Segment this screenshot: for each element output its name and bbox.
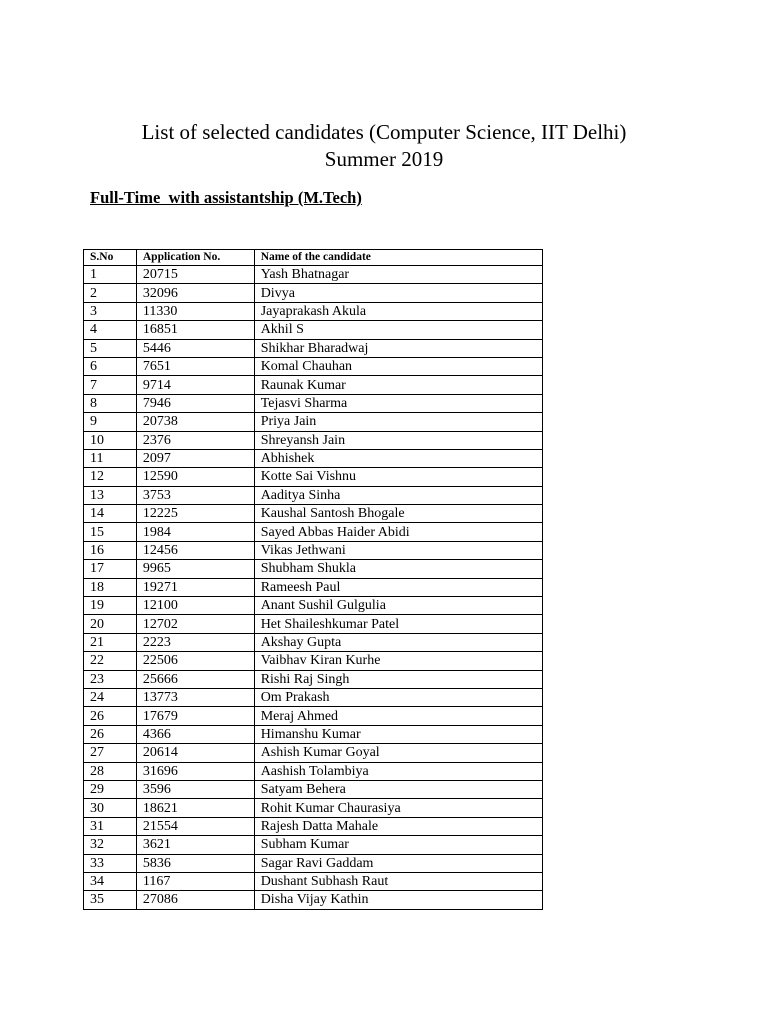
cell-application-no: 9714 <box>136 376 254 394</box>
cell-candidate-name: Meraj Ahmed <box>254 707 542 725</box>
cell-sno: 16 <box>84 541 137 559</box>
table-row <box>84 376 543 394</box>
cell-sno: 22 <box>84 652 137 670</box>
cell-candidate-name: Om Prakash <box>254 688 542 706</box>
cell-application-no: 20614 <box>136 744 254 762</box>
cell-application-no: 3753 <box>136 486 254 504</box>
cell-application-no: 5836 <box>136 854 254 872</box>
table-row <box>84 413 543 431</box>
table-row <box>84 468 543 486</box>
cell-candidate-name: Aaditya Sinha <box>254 486 542 504</box>
cell-sno: 3 <box>84 302 137 320</box>
cell-candidate-name: Dushant Subhash Raut <box>254 872 542 890</box>
table-row <box>84 652 543 670</box>
cell-application-no: 12225 <box>136 505 254 523</box>
cell-candidate-name: Abhishek <box>254 449 542 467</box>
cell-candidate-name: Anant Sushil Gulgulia <box>254 597 542 615</box>
table-row <box>84 339 543 357</box>
cell-sno: 26 <box>84 725 137 743</box>
cell-application-no: 16851 <box>136 321 254 339</box>
cell-candidate-name: Kotte Sai Vishnu <box>254 468 542 486</box>
cell-candidate-name: Tejasvi Sharma <box>254 394 542 412</box>
title-line-1: List of selected candidates (Computer Science, IIT Delhi) <box>141 120 627 144</box>
cell-sno: 33 <box>84 854 137 872</box>
table-row <box>84 725 543 743</box>
table-row <box>84 615 543 633</box>
header-sno: S.No <box>84 250 137 266</box>
cell-candidate-name: Rajesh Datta Mahale <box>254 817 542 835</box>
cell-sno: 35 <box>84 891 137 909</box>
cell-sno: 20 <box>84 615 137 633</box>
table-row <box>84 836 543 854</box>
table-row <box>84 744 543 762</box>
cell-application-no: 19271 <box>136 578 254 596</box>
table-row <box>84 266 543 284</box>
cell-application-no: 12456 <box>136 541 254 559</box>
cell-candidate-name: Himanshu Kumar <box>254 725 542 743</box>
cell-candidate-name: Satyam Behera <box>254 780 542 798</box>
cell-sno: 32 <box>84 836 137 854</box>
cell-application-no: 12590 <box>136 468 254 486</box>
table-row <box>84 872 543 890</box>
cell-sno: 29 <box>84 780 137 798</box>
cell-candidate-name: Divya <box>254 284 542 302</box>
cell-sno: 7 <box>84 376 137 394</box>
table-row <box>84 321 543 339</box>
cell-candidate-name: Rameesh Paul <box>254 578 542 596</box>
cell-application-no: 1167 <box>136 872 254 890</box>
table-row <box>84 541 543 559</box>
table-row <box>84 688 543 706</box>
document-title <box>0 119 768 173</box>
cell-sno: 10 <box>84 431 137 449</box>
cell-sno: 24 <box>84 688 137 706</box>
cell-sno: 15 <box>84 523 137 541</box>
cell-application-no: 20738 <box>136 413 254 431</box>
cell-application-no: 22506 <box>136 652 254 670</box>
cell-application-no: 3596 <box>136 780 254 798</box>
cell-application-no: 2223 <box>136 633 254 651</box>
cell-sno: 31 <box>84 817 137 835</box>
cell-sno: 34 <box>84 872 137 890</box>
cell-sno: 30 <box>84 799 137 817</box>
cell-application-no: 1984 <box>136 523 254 541</box>
cell-application-no: 2376 <box>136 431 254 449</box>
table-row <box>84 854 543 872</box>
table-row <box>84 633 543 651</box>
cell-sno: 23 <box>84 670 137 688</box>
cell-sno: 12 <box>84 468 137 486</box>
cell-candidate-name: Priya Jain <box>254 413 542 431</box>
table-row <box>84 394 543 412</box>
cell-sno: 8 <box>84 394 137 412</box>
table-row <box>84 817 543 835</box>
cell-sno: 26 <box>84 707 137 725</box>
cell-candidate-name: Komal Chauhan <box>254 357 542 375</box>
cell-sno: 6 <box>84 357 137 375</box>
cell-sno: 14 <box>84 505 137 523</box>
header-candidate-name: Name of the candidate <box>254 250 542 266</box>
table-row <box>84 431 543 449</box>
cell-application-no: 12702 <box>136 615 254 633</box>
cell-application-no: 7651 <box>136 357 254 375</box>
cell-candidate-name: Shreyansh Jain <box>254 431 542 449</box>
table-row <box>84 780 543 798</box>
cell-application-no: 17679 <box>136 707 254 725</box>
cell-sno: 21 <box>84 633 137 651</box>
cell-candidate-name: Sagar Ravi Gaddam <box>254 854 542 872</box>
cell-application-no: 32096 <box>136 284 254 302</box>
table-header-row <box>84 250 543 266</box>
cell-sno: 13 <box>84 486 137 504</box>
cell-sno: 4 <box>84 321 137 339</box>
cell-sno: 27 <box>84 744 137 762</box>
cell-sno: 17 <box>84 560 137 578</box>
cell-candidate-name: Aashish Tolambiya <box>254 762 542 780</box>
cell-application-no: 27086 <box>136 891 254 909</box>
cell-sno: 18 <box>84 578 137 596</box>
cell-candidate-name: Jayaprakash Akula <box>254 302 542 320</box>
table-row <box>84 799 543 817</box>
cell-candidate-name: Ashish Kumar Goyal <box>254 744 542 762</box>
table-row <box>84 302 543 320</box>
table-row <box>84 505 543 523</box>
cell-application-no: 20715 <box>136 266 254 284</box>
cell-application-no: 25666 <box>136 670 254 688</box>
cell-candidate-name: Yash Bhatnagar <box>254 266 542 284</box>
cell-candidate-name: Rishi Raj Singh <box>254 670 542 688</box>
cell-application-no: 4366 <box>136 725 254 743</box>
cell-sno: 9 <box>84 413 137 431</box>
cell-candidate-name: Akhil S <box>254 321 542 339</box>
cell-application-no: 12100 <box>136 597 254 615</box>
cell-candidate-name: Subham Kumar <box>254 836 542 854</box>
cell-candidate-name: Disha Vijay Kathin <box>254 891 542 909</box>
cell-candidate-name: Raunak Kumar <box>254 376 542 394</box>
cell-application-no: 7946 <box>136 394 254 412</box>
cell-candidate-name: Shubham Shukla <box>254 560 542 578</box>
header-application-no: Application No. <box>136 250 254 266</box>
table-row <box>84 670 543 688</box>
table-body <box>84 266 543 910</box>
table-row <box>84 762 543 780</box>
cell-candidate-name: Kaushal Santosh Bhogale <box>254 505 542 523</box>
cell-application-no: 31696 <box>136 762 254 780</box>
cell-application-no: 2097 <box>136 449 254 467</box>
cell-sno: 5 <box>84 339 137 357</box>
cell-application-no: 3621 <box>136 836 254 854</box>
cell-application-no: 21554 <box>136 817 254 835</box>
table-row <box>84 449 543 467</box>
table-row <box>84 486 543 504</box>
cell-candidate-name: Het Shaileshkumar Patel <box>254 615 542 633</box>
title-line-2: Summer 2019 <box>324 147 444 171</box>
cell-candidate-name: Shikhar Bharadwaj <box>254 339 542 357</box>
table-row <box>84 597 543 615</box>
cell-candidate-name: Rohit Kumar Chaurasiya <box>254 799 542 817</box>
table-row <box>84 523 543 541</box>
table-row <box>84 560 543 578</box>
cell-sno: 19 <box>84 597 137 615</box>
section-heading: Full-Time with assistantship (M.Tech) <box>90 188 362 207</box>
cell-sno: 2 <box>84 284 137 302</box>
candidates-table <box>83 249 543 910</box>
cell-sno: 11 <box>84 449 137 467</box>
cell-candidate-name: Sayed Abbas Haider Abidi <box>254 523 542 541</box>
cell-candidate-name: Vaibhav Kiran Kurhe <box>254 652 542 670</box>
cell-sno: 1 <box>84 266 137 284</box>
cell-application-no: 5446 <box>136 339 254 357</box>
cell-sno: 28 <box>84 762 137 780</box>
cell-application-no: 9965 <box>136 560 254 578</box>
table-row <box>84 578 543 596</box>
cell-candidate-name: Vikas Jethwani <box>254 541 542 559</box>
cell-candidate-name: Akshay Gupta <box>254 633 542 651</box>
table-row <box>84 707 543 725</box>
table-row <box>84 891 543 909</box>
table-row <box>84 284 543 302</box>
cell-application-no: 13773 <box>136 688 254 706</box>
cell-application-no: 18621 <box>136 799 254 817</box>
cell-application-no: 11330 <box>136 302 254 320</box>
table-row <box>84 357 543 375</box>
